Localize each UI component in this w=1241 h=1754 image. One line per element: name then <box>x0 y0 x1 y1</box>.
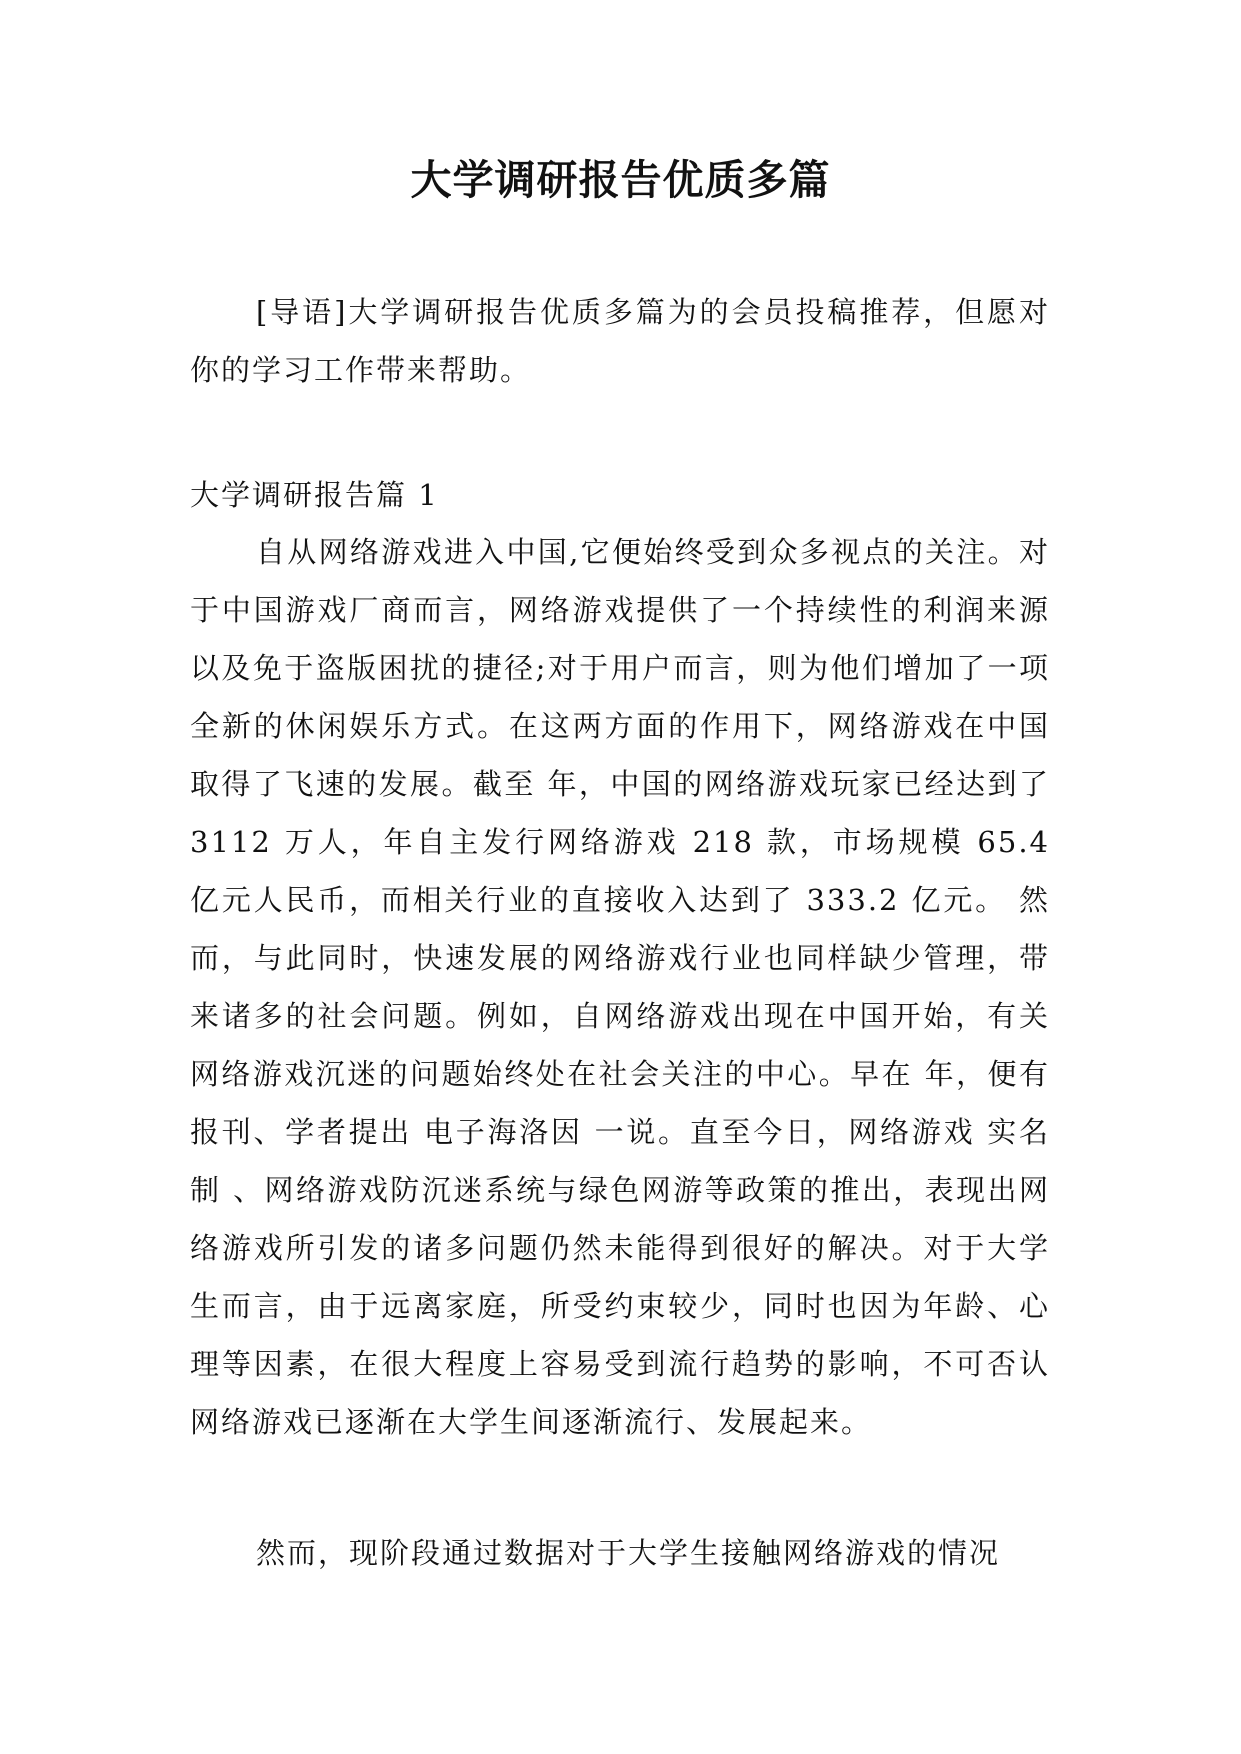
body-paragraph-2: 然而，现阶段通过数据对于大学生接触网络游戏的情况 <box>256 1536 1001 1570</box>
body-paragraph-1: 自从网络游戏进入中国,它便始终受到众多视点的关注。对于中国游戏厂商而言，网络游戏提供了一个持续性的利润来源以及免于盗版困扰的捷径;对于用户而言，则为他们增加了一项全新的休闲娱乐方式。在这两方面的作用下，网络游戏在中国取得了飞速的发展。截至 年，中国的网络游戏玩家已经达到了 3112 万人，年自主发行网络游戏 218 款，市场规模 65.4 亿元人民币，而相关行业的直接收入达到了 333.2 亿元。 然而，与此同时，快速发展的网络游戏行业也同样缺少管理，带来诸多的社会问题。例如，自网络游戏出现在中国开始，有关网络游戏沉迷的问题始终处在社会关注的中心。早在 年，便有报刊、学者提出 电子海洛因 一说。直至今日，网络游戏 实名制 、网络游戏防沉迷系统与绿色网游等政策的推出，表现出网络游戏所引发的诸多问题仍然未能得到很好的解决。对于大学生而言，由于远离家庭，所受约束较少，同时也因为年龄、心理等因素，在很大程度上容易受到流行趋势的影响，不可否认网络游戏已逐渐在大学生间逐渐流行、发展起来。 <box>190 535 1050 1439</box>
section-heading: 大学调研报告篇 1 <box>190 478 439 512</box>
document-title: 大学调研报告优质多篇 <box>410 156 831 204</box>
intro-paragraph: [导语]大学调研报告优质多篇为的会员投稿推荐，但愿对你的学习工作带来帮助。 <box>190 295 1050 387</box>
